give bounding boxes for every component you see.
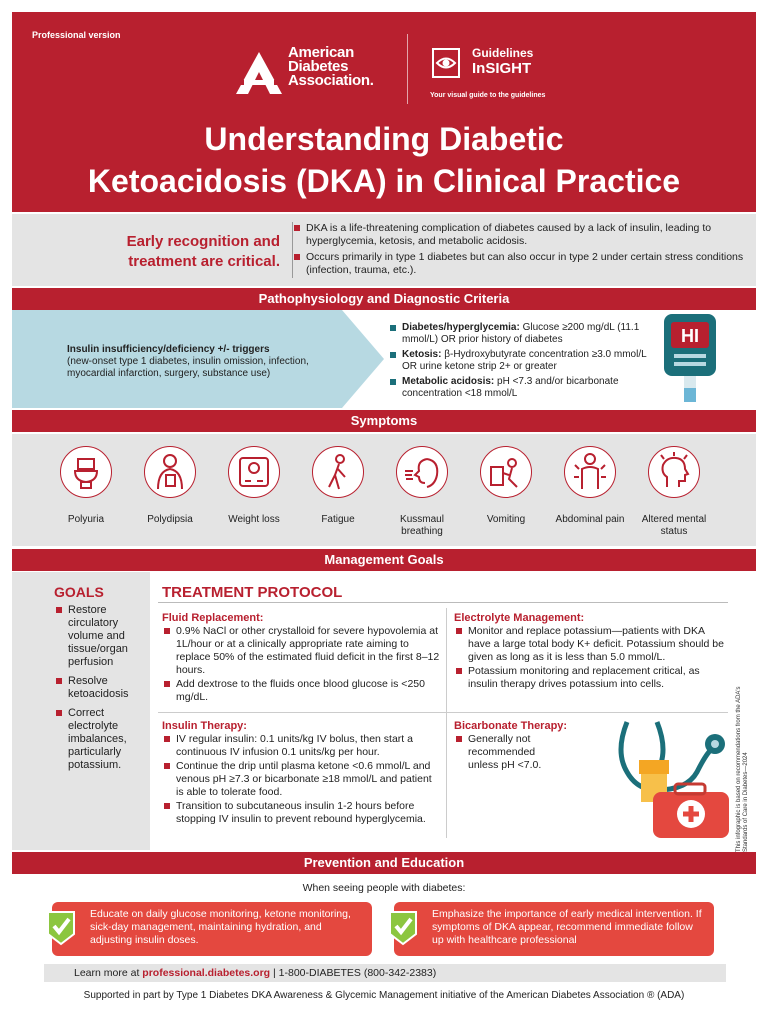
ada-logo-line: Diabetes bbox=[288, 58, 349, 75]
breathing-icon bbox=[397, 447, 447, 497]
criteria-text: β-Hydroxybutyrate concentration ≥3.0 mmol/L OR urine ketone strip 2+ or greater bbox=[402, 349, 647, 372]
list-item: Potassium monitoring and replacement critical, as insulin therapy drives potassium into cells. bbox=[454, 665, 730, 691]
list-item bbox=[388, 376, 658, 400]
list-item: DKA is a life-threatening complication of diabetes caused by a lack of insulin, leading to hyperglycemia, ketosis, and metabolic acidosis. bbox=[292, 222, 752, 248]
trigger-title: Insulin insufficiency/deficiency +/- triggers bbox=[67, 344, 270, 355]
list-item: IV regular insulin: 0.1 units/kg IV bolus, then start a continuous IV infusion 0.1 units/kg per hour. bbox=[162, 733, 442, 759]
header-divider bbox=[407, 34, 408, 104]
criteria-list bbox=[388, 322, 658, 403]
criteria-text: Glucose ≥200 mg/dL (11.1 mmol/L) OR prior history of diabetes bbox=[402, 322, 640, 345]
symptom-label: Vomiting bbox=[486, 514, 526, 525]
insight-line1: Guidelines bbox=[472, 46, 534, 60]
list-item: Correct electrolyte imbalances, particularly potassium. bbox=[54, 707, 148, 772]
symptom-abdominal-pain bbox=[550, 446, 630, 526]
learn-prefix: Learn more at bbox=[74, 967, 143, 979]
list-item bbox=[388, 349, 658, 373]
symptom-polydipsia bbox=[130, 446, 210, 526]
criteria-label: Metabolic acidosis: bbox=[402, 376, 495, 387]
support-statement: Supported in part by Type 1 Diabetes DKA Awareness & Glycemic Management initiative of the American Diabetes Association ® (ADA) bbox=[83, 990, 685, 1001]
symptom-label: Altered mental status bbox=[641, 514, 707, 537]
intro-panel bbox=[12, 214, 756, 286]
pathophysiology-panel bbox=[12, 310, 756, 408]
intro-lead bbox=[12, 232, 280, 272]
symptoms-panel bbox=[12, 434, 756, 546]
fluid-list bbox=[162, 625, 440, 705]
ada-triangle-icon bbox=[234, 50, 284, 96]
intro-lead-line: Early recognition and bbox=[126, 233, 280, 250]
insight-logo[interactable] bbox=[430, 46, 560, 106]
symptom-fatigue bbox=[298, 446, 378, 526]
version-label: Professional version bbox=[32, 30, 121, 40]
symptom-kussmaul-breathing bbox=[382, 446, 462, 538]
goals-list bbox=[54, 604, 148, 778]
criteria-label: Diabetes/hyperglycemia: bbox=[402, 322, 520, 333]
insulin-list bbox=[162, 733, 442, 827]
management-panel bbox=[12, 572, 756, 850]
list-item: Generally not recommended unless pH <7.0. bbox=[454, 733, 564, 772]
list-item: Resolve ketoacidosis bbox=[54, 675, 148, 701]
toilet-icon bbox=[61, 447, 111, 497]
checkmark-icon bbox=[44, 908, 78, 946]
bicarbonate-title: Bicarbonate Therapy: bbox=[454, 720, 568, 732]
checkmark-icon bbox=[386, 908, 420, 946]
intro-lead-line: treatment are critical. bbox=[128, 253, 280, 270]
goals-column bbox=[12, 572, 150, 850]
section-header-management: Management Goals bbox=[12, 549, 756, 571]
vomiting-icon bbox=[481, 447, 531, 497]
source-note-text: This infographic is based on recommendations from the ADA's Standards of Care in Diabetes—2024 bbox=[736, 686, 749, 852]
source-note bbox=[734, 672, 756, 852]
symptom-weight-loss bbox=[214, 446, 294, 526]
list-item: Restore circulatory volume and tissue/organ perfusion bbox=[54, 604, 148, 669]
phone-number: | 1-800-DIABETES (800-342-2383) bbox=[270, 967, 437, 979]
criteria-text: pH <7.3 and/or bicarbonate concentration <18 mmol/L bbox=[402, 376, 619, 399]
stethoscope-kit-icon bbox=[597, 712, 737, 840]
symptom-altered-mental-status bbox=[634, 446, 714, 538]
prevention-subtitle: When seeing people with diabetes: bbox=[302, 882, 466, 894]
criteria-label: Ketosis: bbox=[402, 349, 442, 360]
eye-icon bbox=[432, 48, 460, 78]
website-link[interactable]: professional.diabetes.org bbox=[142, 967, 271, 979]
trigger-detail: (new-onset type 1 diabetes, insulin omission, infection, myocardial infarction, surgery, substance use) bbox=[67, 356, 309, 379]
intro-list bbox=[292, 222, 752, 280]
list-item: Transition to subcutaneous insulin 1-2 hours before stopping IV insulin to prevent rebound hyperglycemia. bbox=[162, 800, 442, 826]
prevention-card-text: Educate on daily glucose monitoring, ketone monitoring, sick-day management, maintaining hydration, and adjusting insulin doses. bbox=[90, 908, 351, 946]
prevention-card-text: Emphasize the importance of early medical intervention. If symptoms of DKA appear, recommend immediate follow up with healthcare professional bbox=[432, 908, 702, 946]
symptom-label: Weight loss bbox=[228, 514, 280, 525]
page-title bbox=[12, 118, 756, 202]
ada-logo-line: American bbox=[288, 44, 354, 61]
trigger-text bbox=[67, 344, 357, 380]
list-item bbox=[388, 322, 658, 346]
list-item: 0.9% NaCl or other crystalloid for severe hypovolemia at 1L/hour or at a clinically appropriate rate aiming to replace 50% of the estimated fluid deficit in the first 8–12 hours. bbox=[162, 625, 440, 677]
divider bbox=[158, 602, 728, 603]
fatigue-icon bbox=[313, 447, 363, 497]
list-item: Occurs primarily in type 1 diabetes but can also occur in type 2 under certain stress conditions (infection, trauma, etc.). bbox=[292, 251, 752, 277]
scale-icon bbox=[229, 447, 279, 497]
goals-title: GOALS bbox=[54, 584, 104, 600]
drinking-icon bbox=[145, 447, 195, 497]
symptom-label: Abdominal pain bbox=[555, 514, 625, 525]
learn-more-bar bbox=[44, 964, 726, 982]
title-line: Ketoacidosis (DKA) in Clinical Practice bbox=[87, 163, 681, 199]
symptom-label: Fatigue bbox=[321, 514, 355, 525]
insulin-title: Insulin Therapy: bbox=[162, 720, 247, 732]
section-header-symptoms: Symptoms bbox=[12, 410, 756, 432]
electrolyte-list bbox=[454, 625, 730, 692]
symptom-label: Kussmaul breathing bbox=[400, 514, 444, 537]
symptom-polyuria bbox=[46, 446, 126, 526]
glucose-meter-icon bbox=[660, 312, 720, 404]
ada-logo[interactable] bbox=[234, 44, 394, 108]
insight-line2: InSIGHT bbox=[472, 60, 532, 77]
meter-display: HI bbox=[681, 326, 699, 346]
electrolyte-title: Electrolyte Management: bbox=[454, 612, 585, 624]
fluid-title: Fluid Replacement: bbox=[162, 612, 264, 624]
symptom-label: Polyuria bbox=[67, 514, 105, 525]
ada-logo-line: Association. bbox=[288, 72, 374, 89]
mental-status-icon bbox=[649, 447, 699, 497]
list-item: Continue the drip until plasma ketone <0.6 mmol/L and venous pH ≥7.3 or bicarbonate ≥18 mmol/L and patient is able to tolerate food. bbox=[162, 760, 442, 799]
header bbox=[12, 12, 756, 212]
prevention-card bbox=[52, 902, 372, 956]
prevention-card bbox=[394, 902, 714, 956]
insight-tagline: Your visual guide to the guidelines bbox=[430, 92, 546, 99]
list-item: Monitor and replace potassium—patients with DKA have a large total body K+ deficit. Potassium should be given as long as it is less than 5.0 mmol/L. bbox=[454, 625, 730, 664]
treatment-title: TREATMENT PROTOCOL bbox=[162, 584, 343, 601]
section-header-prevention: Prevention and Education bbox=[12, 852, 756, 874]
divider bbox=[446, 608, 447, 838]
symptom-label: Polydipsia bbox=[147, 514, 193, 525]
section-header-pathophysiology: Pathophysiology and Diagnostic Criteria bbox=[12, 288, 756, 310]
symptom-vomiting bbox=[466, 446, 546, 526]
title-line: Understanding Diabetic bbox=[204, 121, 564, 157]
abdominal-pain-icon bbox=[565, 447, 615, 497]
list-item: Add dextrose to the fluids once blood glucose is <250 mg/dL. bbox=[162, 678, 440, 704]
bicarbonate-list bbox=[454, 733, 564, 773]
